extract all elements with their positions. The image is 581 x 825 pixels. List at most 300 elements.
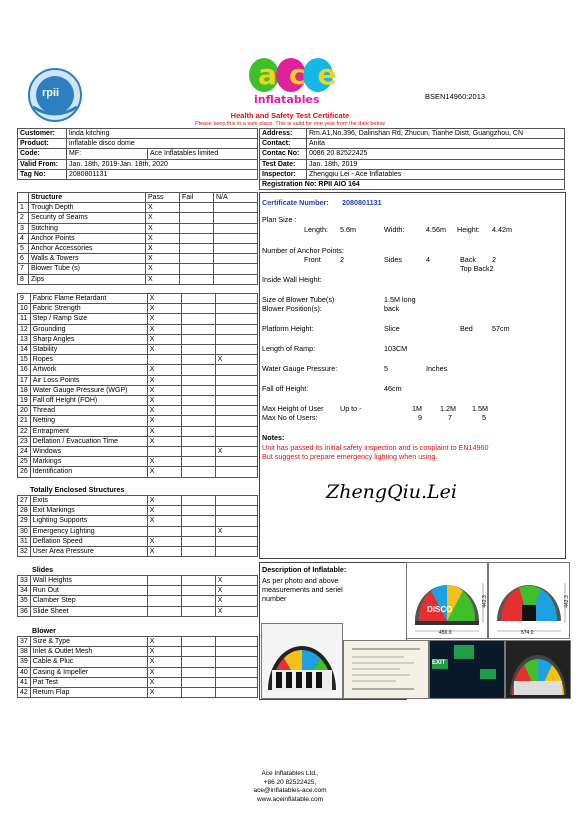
item-name: Anchor Accessories [29, 244, 146, 254]
item-name: Entrapment [30, 426, 147, 436]
dome-front-disco-text: DISCO [427, 605, 453, 614]
na-mark [215, 547, 257, 557]
item-number: 10 [18, 304, 31, 314]
foh-value: 46cm [384, 384, 402, 393]
company-info-table [259, 128, 565, 190]
dome-front-height-dim: 442.3 [481, 595, 488, 608]
reg-code: BSEN14960:2013 [425, 92, 486, 101]
pass-mark: X [147, 657, 181, 667]
fail-mark [180, 244, 214, 254]
pass-mark: X [147, 637, 181, 647]
na-mark [215, 436, 257, 446]
fail-mark [181, 345, 215, 355]
pass-mark: X [147, 294, 181, 304]
item-number: 32 [18, 547, 31, 557]
item-name: Ropes [30, 355, 147, 365]
pass-mark: X [147, 426, 181, 436]
pass-mark: X [147, 324, 181, 334]
item-number: 38 [18, 647, 31, 657]
pass-mark [147, 596, 181, 606]
fail-mark [181, 334, 215, 344]
item-number: 17 [18, 375, 31, 385]
fail-mark [181, 547, 215, 557]
fail-mark [181, 467, 215, 477]
height-1: 1M [412, 404, 422, 413]
item-name: Blower Tube (s) [29, 264, 146, 274]
dome-photo-front [406, 562, 488, 639]
fail-mark [181, 637, 215, 647]
blower-position-label: Blower Position(s): [262, 304, 322, 313]
users-1: 9 [418, 413, 422, 422]
checklist-row [18, 688, 258, 698]
contact-label: Contact: [260, 139, 307, 149]
checklist-row [18, 516, 258, 526]
fail-header: Fail [180, 193, 214, 203]
blower-size-value: 1.5M long [384, 295, 416, 304]
item-number: 25 [18, 457, 31, 467]
fail-mark [181, 526, 215, 536]
item-name: Slide Sheet [30, 606, 147, 616]
pass-mark: X [146, 203, 180, 213]
fail-mark [181, 436, 215, 446]
checklist-row [18, 596, 258, 606]
footer-company: Ace Inflatables Ltd., [261, 770, 319, 777]
pass-mark: X [147, 667, 181, 677]
slides-title: Slides [32, 565, 54, 574]
pass-mark: X [147, 416, 181, 426]
checklist-row [18, 586, 258, 596]
description-line-2: measurements and seriel [262, 585, 343, 594]
na-mark [215, 294, 257, 304]
pass-mark [147, 606, 181, 616]
enclosed-title: Totally Enclosed Structures [30, 485, 125, 494]
registration-value: RPII AIO 164 [318, 181, 360, 189]
test-date-label: Test Date: [260, 159, 307, 169]
rpii-logo [27, 67, 83, 123]
item-number: 31 [18, 536, 31, 546]
pass-mark: X [147, 506, 181, 516]
checklist-row [18, 647, 258, 657]
max-users-label: Max No of Users: [262, 413, 318, 422]
pass-mark: X [146, 244, 180, 254]
item-name: Step / Ramp Size [30, 314, 147, 324]
pass-mark: X [147, 375, 181, 385]
checklist-row [18, 576, 258, 586]
na-mark [214, 274, 258, 284]
height-label: Height: [457, 225, 480, 234]
na-mark [215, 334, 257, 344]
na-mark [214, 203, 258, 213]
valid-from-value: Jan. 18th, 2019-Jan. 18th, 2020 [67, 159, 258, 169]
item-number: 4 [18, 233, 29, 243]
fail-mark [180, 223, 214, 233]
materials-table [17, 293, 258, 478]
fail-mark [180, 264, 214, 274]
fail-mark [181, 677, 215, 687]
ramp-length-value: 103CM [384, 344, 408, 353]
na-mark [215, 647, 257, 657]
item-number: 14 [18, 345, 31, 355]
fail-mark [181, 457, 215, 467]
back-value: 2 [492, 255, 496, 264]
fail-mark [180, 233, 214, 243]
na-mark [215, 324, 257, 334]
pass-mark: X [147, 436, 181, 446]
fail-mark [181, 324, 215, 334]
sides-value: 4 [426, 255, 430, 264]
pass-mark: X [147, 396, 181, 406]
na-mark [215, 375, 257, 385]
item-name: Identification [30, 467, 147, 477]
na-mark: X [215, 355, 257, 365]
item-number: 22 [18, 426, 31, 436]
item-name: Fall off Height (FOH) [30, 396, 147, 406]
item-name: Netting [30, 416, 147, 426]
exit-sign-text: EXIT [432, 660, 446, 666]
item-name: Inlet & Outlet Mesh [30, 647, 147, 657]
checklist-row [18, 244, 258, 254]
na-mark [215, 385, 257, 395]
item-name: Air Loss Points [30, 375, 147, 385]
item-number: 27 [18, 496, 31, 506]
na-mark [214, 213, 258, 223]
code-label: Code: [18, 149, 67, 159]
ace-logo-sub: inflatables [254, 93, 320, 106]
certificate-title: Health and Safety Test Certificate [230, 111, 350, 120]
item-number: 15 [18, 355, 31, 365]
item-number: 40 [18, 667, 31, 677]
checklist-row [18, 334, 258, 344]
fail-mark [180, 254, 214, 264]
item-name: Fabric Flame Retardant [30, 294, 147, 304]
cert-number-label: Certificate Number: [262, 198, 329, 207]
bed-value: 57cm [492, 324, 510, 333]
customer-label: Customer: [18, 129, 67, 139]
checklist-row [18, 385, 258, 395]
na-mark: X [215, 526, 257, 536]
inside-wall-label: Inside Wall Height: [262, 275, 322, 284]
item-number: 26 [18, 467, 31, 477]
fail-mark [180, 203, 214, 213]
item-name: Cable & Pluc [30, 657, 147, 667]
checklist-row [18, 467, 258, 477]
checklist-row [18, 314, 258, 324]
pass-mark [147, 586, 181, 596]
front-label: Front [304, 255, 321, 264]
item-number: 29 [18, 516, 31, 526]
na-mark: X [215, 606, 257, 616]
item-number: 20 [18, 406, 31, 416]
fail-mark [181, 396, 215, 406]
fail-mark [181, 426, 215, 436]
item-number: 28 [18, 506, 31, 516]
fail-mark [181, 294, 215, 304]
front-value: 2 [340, 255, 344, 264]
rpii-text: rpii [42, 87, 60, 99]
fail-mark [181, 355, 215, 365]
item-name: Deflation / Evacuation Time [30, 436, 147, 446]
certificate-subtitle: Please keep this in a safe place. This is valid for one year from the date below [195, 121, 385, 127]
product-value: inflatable disco dome [67, 139, 258, 149]
platform-slice-label: Slice [384, 324, 400, 333]
height-3: 1.5M [472, 404, 488, 413]
item-number: 24 [18, 447, 31, 457]
fail-mark [181, 606, 215, 616]
checklist-row [18, 233, 258, 243]
fail-mark [181, 365, 215, 375]
checklist-row [18, 506, 258, 516]
item-number: 13 [18, 334, 31, 344]
wgp-value: 5 [384, 364, 388, 373]
checklist-row [18, 677, 258, 687]
item-name: Fabric Strength [30, 304, 147, 314]
fail-mark [181, 586, 215, 596]
item-name: Markings [30, 457, 147, 467]
item-number: 41 [18, 677, 31, 687]
na-mark [214, 233, 258, 243]
pass-mark: X [147, 516, 181, 526]
pass-mark: X [147, 385, 181, 395]
dome-front-width-dim: 456.0 [439, 630, 452, 636]
item-name: Clamber Step [30, 596, 147, 606]
tag-no-label: Tag No: [18, 169, 67, 179]
fail-mark [181, 576, 215, 586]
item-name: Grounding [30, 324, 147, 334]
checklist-row [18, 355, 258, 365]
ace-logo [246, 55, 349, 106]
item-number: 5 [18, 244, 29, 254]
pass-mark: X [146, 233, 180, 243]
item-number: 9 [18, 294, 31, 304]
fail-mark [181, 447, 215, 457]
checklist-row [18, 606, 258, 616]
dome-side-width-dim: 574.0 [521, 630, 534, 636]
item-name: Walls & Towers [29, 254, 146, 264]
item-number: 33 [18, 576, 31, 586]
fail-mark [180, 274, 214, 284]
item-name: Anchor Points [29, 233, 146, 243]
na-mark [215, 667, 257, 677]
inspector-value: Zhengqiu Lei - Ace Inflatables [307, 169, 565, 179]
valid-from-label: Valid From: [18, 159, 67, 169]
checklist-row [18, 416, 258, 426]
inspector-signature: ZhengQiu.Lei [326, 481, 457, 503]
checklist-row [18, 203, 258, 213]
wgp-label: Water Gauge Pressure: [262, 364, 338, 373]
note-line-1: Unit has passed its initial safety inspection and is conplaint to EN14960 [262, 443, 489, 452]
description-title: Description of Inflatable: [262, 565, 347, 574]
footer-phone: +86 20 82522425, [263, 778, 317, 786]
pass-mark: X [147, 536, 181, 546]
checklist-row [18, 264, 258, 274]
pass-mark: X [147, 647, 181, 657]
checklist-row [18, 547, 258, 557]
checklist-row [18, 223, 258, 233]
checklist-row [18, 396, 258, 406]
na-mark [215, 396, 257, 406]
fail-mark [180, 213, 214, 223]
manufacturer-value: Ace Inflatables limited [148, 149, 258, 159]
fail-mark [181, 647, 215, 657]
na-mark [214, 244, 258, 254]
blower-table [17, 636, 258, 698]
pass-mark: X [147, 496, 181, 506]
item-name: Stability [30, 345, 147, 355]
item-number: 3 [18, 223, 29, 233]
pass-mark [147, 355, 181, 365]
na-mark [215, 426, 257, 436]
ace-logo-letters: ace [258, 58, 349, 91]
na-mark [215, 345, 257, 355]
pass-mark: X [147, 406, 181, 416]
dome-side-height-dim: 442.3 [563, 595, 570, 608]
na-mark: X [215, 447, 257, 457]
item-number: 6 [18, 254, 29, 264]
item-name: Water Gauge Pressure (WGP) [30, 385, 147, 395]
max-height-label: Max Height of User [262, 404, 324, 413]
enclosed-table [17, 495, 258, 557]
blower-title: Blower [32, 626, 56, 635]
na-mark [215, 365, 257, 375]
item-number: 21 [18, 416, 31, 426]
item-number: 8 [18, 274, 29, 284]
checklist-row [18, 365, 258, 375]
plan-size-label: Plan Size : [262, 215, 297, 224]
address-label: Address: [260, 129, 307, 139]
checklist-row [18, 496, 258, 506]
structure-table [17, 192, 258, 285]
pass-mark: X [147, 365, 181, 375]
pass-mark: X [146, 213, 180, 223]
na-mark [215, 506, 257, 516]
pass-mark: X [147, 467, 181, 477]
pass-mark: X [146, 254, 180, 264]
contact-value: Anita [307, 139, 565, 149]
pass-mark: X [147, 345, 181, 355]
checklist-row [18, 637, 258, 647]
item-name: Lighting Supports [30, 516, 147, 526]
item-number: 34 [18, 586, 31, 596]
na-mark [215, 467, 257, 477]
item-number: 11 [18, 314, 31, 324]
pass-mark [147, 526, 181, 536]
fail-mark [181, 416, 215, 426]
item-number: 16 [18, 365, 31, 375]
na-mark [215, 657, 257, 667]
checklist-row [18, 426, 258, 436]
description-line-1: As per photo and above [262, 576, 339, 585]
item-name: Wall Heights [30, 576, 147, 586]
inspector-label: Inspector: [260, 169, 307, 179]
checklist-row [18, 667, 258, 677]
item-name: Emergency Lighting [30, 526, 147, 536]
na-mark [214, 223, 258, 233]
item-number: 36 [18, 606, 31, 616]
item-number: 2 [18, 213, 29, 223]
checklist-row [18, 213, 258, 223]
slides-table [17, 575, 258, 617]
item-name: Return Flap [30, 688, 147, 698]
customer-info-table [17, 128, 258, 180]
exit-interior-photo [429, 640, 505, 699]
checklist-row [18, 375, 258, 385]
na-mark [215, 677, 257, 687]
certificate-card-photo [343, 640, 429, 699]
pass-mark: X [147, 304, 181, 314]
item-name: Exits [30, 496, 147, 506]
item-name: Casing & Impeller [30, 667, 147, 677]
tag-no-value: 2080801131 [67, 169, 258, 179]
item-number: 12 [18, 324, 31, 334]
na-mark [215, 416, 257, 426]
na-mark [215, 637, 257, 647]
na-header: N/A [214, 193, 258, 203]
item-name: Run Out [30, 586, 147, 596]
details-box [259, 192, 566, 559]
item-number: 7 [18, 264, 29, 274]
item-number: 23 [18, 436, 31, 446]
height-value: 4.42m [492, 225, 512, 234]
note-line-2: But suggest to prepare emergency lighting when using. [262, 452, 438, 461]
cert-number-value: 2080801131 [342, 198, 382, 207]
footer [190, 770, 390, 804]
item-number: 42 [18, 688, 31, 698]
structure-header: Structure [29, 193, 146, 203]
fail-mark [181, 375, 215, 385]
length-value: 5.6m [340, 225, 356, 234]
address-value: Rm.A1,No.396, Dalinshan Rd, Zhucun, Tianhe Distt, Guangzhou, CN [307, 129, 565, 139]
checklist-row [18, 657, 258, 667]
blower-position-value: back [384, 304, 400, 313]
checklist-row [18, 324, 258, 334]
item-number: 35 [18, 596, 31, 606]
checklist-row [18, 457, 258, 467]
anchor-points-label: Number of Anchor Points: [262, 246, 344, 255]
product-label: Product: [18, 139, 67, 149]
pass-mark: X [147, 547, 181, 557]
na-mark: X [215, 586, 257, 596]
fail-mark [181, 314, 215, 324]
code-value: MF: [67, 149, 148, 159]
footer-website[interactable]: www.aceinflatable.com [256, 795, 324, 803]
checklist-row [18, 536, 258, 546]
pass-header: Pass [146, 193, 180, 203]
checklist-row [18, 294, 258, 304]
na-mark [215, 314, 257, 324]
pass-mark: X [146, 274, 180, 284]
notes-label: Notes: [262, 433, 285, 442]
na-mark [215, 536, 257, 546]
pass-mark: X [147, 457, 181, 467]
fail-mark [181, 657, 215, 667]
item-name: Sharp Angles [30, 334, 147, 344]
item-name: User Area Pressure [30, 547, 147, 557]
item-name: Stitching [29, 223, 146, 233]
na-mark: X [215, 576, 257, 586]
pass-mark: X [147, 314, 181, 324]
fail-mark [181, 496, 215, 506]
pass-mark: X [146, 264, 180, 274]
width-value: 4.56m [426, 225, 446, 234]
item-number: 18 [18, 385, 31, 395]
fail-mark [181, 536, 215, 546]
footer-email[interactable]: ace@inflatables-ace.com [253, 787, 327, 794]
back-label: Back [460, 255, 476, 264]
item-name: Size & Type [30, 637, 147, 647]
item-name: Pat Test [30, 677, 147, 687]
item-name: Trough Depth [29, 203, 146, 213]
fail-mark [181, 385, 215, 395]
